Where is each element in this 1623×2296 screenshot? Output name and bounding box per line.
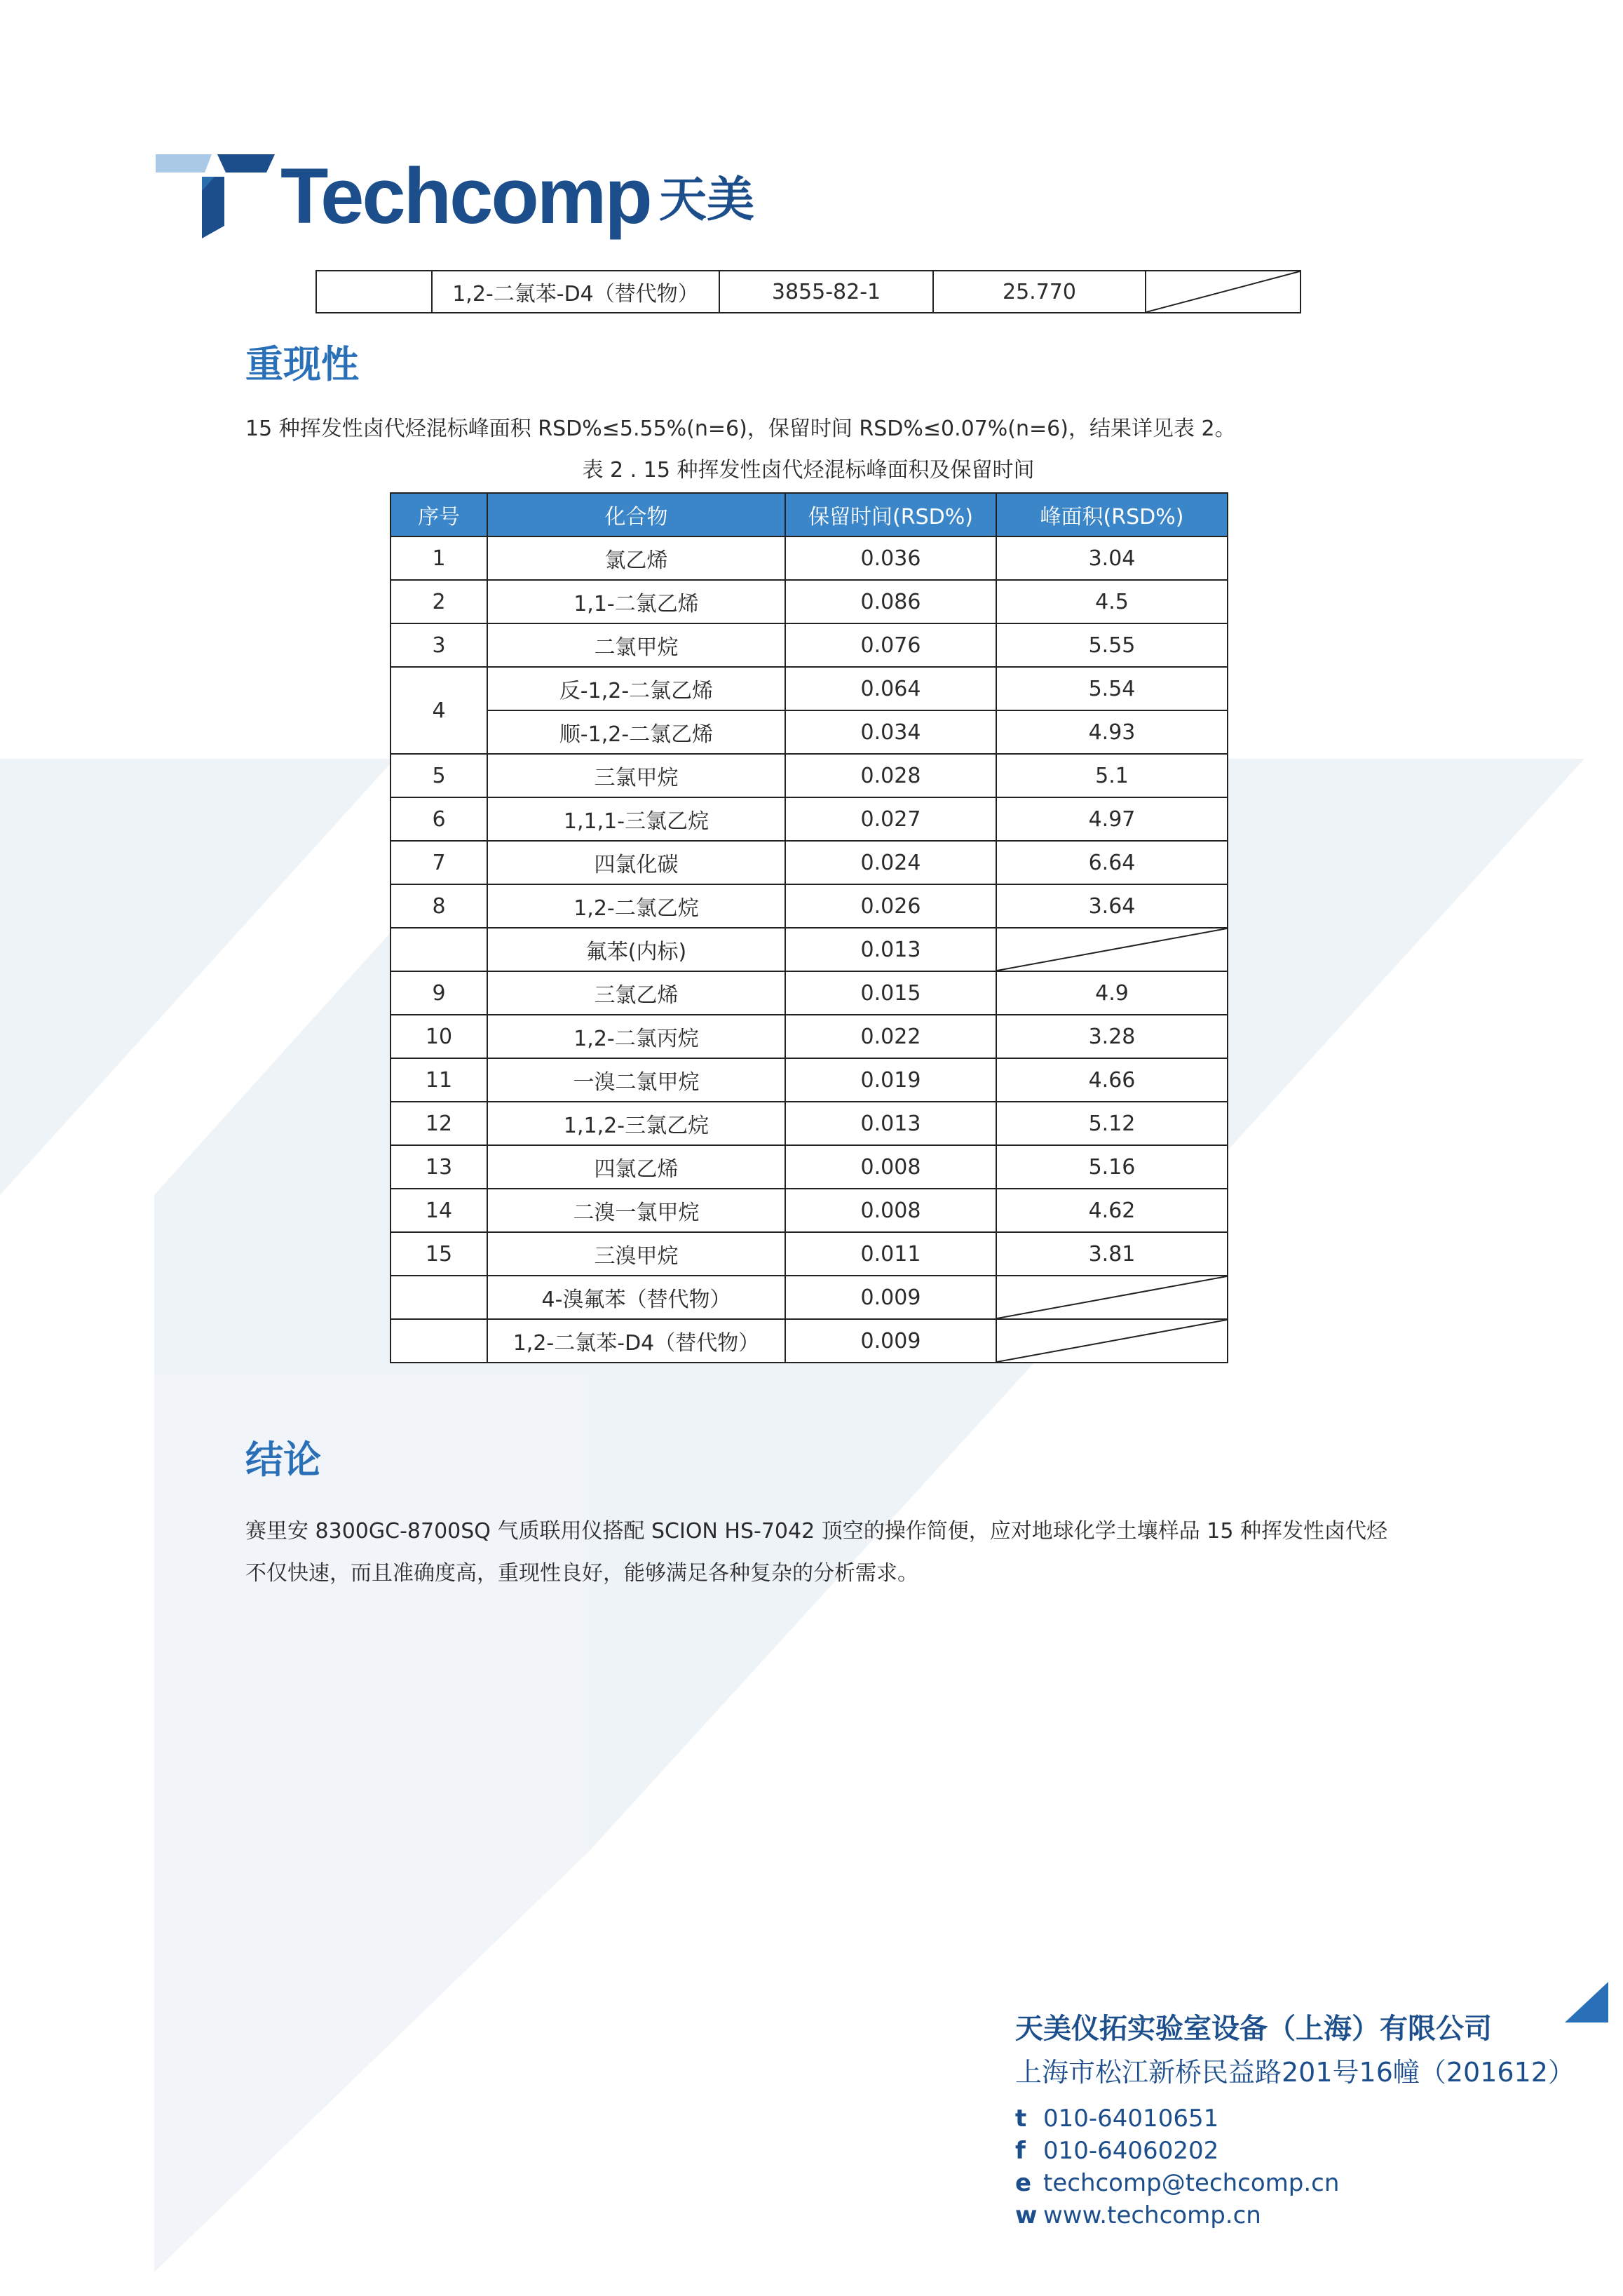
table-row — [391, 580, 1228, 623]
table-cell-empty — [1146, 271, 1301, 313]
table-row — [391, 1189, 1228, 1232]
logo-chinese-text: 天美 — [659, 173, 755, 228]
cell-compound: 三氯甲烷 — [487, 754, 785, 797]
cell-no — [391, 928, 487, 971]
cell-compound: 4-溴氟苯（替代物） — [487, 1276, 785, 1319]
cell-area: 5.55 — [996, 623, 1228, 667]
cell-area: 4.66 — [996, 1058, 1228, 1102]
table2 — [390, 492, 1228, 1363]
conclusion-line-2: 不仅快速，而且准确度高，重现性良好，能够满足各种复杂的分析需求。 — [245, 1561, 918, 1586]
table-row — [391, 667, 1228, 710]
cell-no: 15 — [391, 1232, 487, 1276]
cell-area: 5.54 — [996, 667, 1228, 710]
cell-area: 3.04 — [996, 536, 1228, 580]
cell-compound: 1,1-二氯乙烯 — [487, 580, 785, 623]
cell-compound: 氯乙烯 — [487, 536, 785, 580]
cell-rt: 0.009 — [785, 1319, 996, 1363]
section-heading-conclusion: 结论 — [245, 1438, 321, 1482]
footer-company: 天美仪拓实验室设备（上海）有限公司 — [1015, 2013, 1492, 2045]
table-row — [391, 1145, 1228, 1189]
logo-stem-icon — [156, 149, 275, 247]
footer-address: 上海市松江新桥民益路201号16幢（201612） — [1015, 2057, 1575, 2088]
cell-compound: 一溴二氯甲烷 — [487, 1058, 785, 1102]
cell-rt: 0.022 — [785, 1015, 996, 1058]
section-heading-reproducibility: 重现性 — [245, 342, 359, 386]
cell-rt: 0.086 — [785, 580, 996, 623]
cell-rt: 0.028 — [785, 754, 996, 797]
cell-no: 12 — [391, 1102, 487, 1145]
cell-area: 4.5 — [996, 580, 1228, 623]
cell-no: 4 — [391, 667, 487, 754]
cell-no: 5 — [391, 754, 487, 797]
cell-compound: 1,2-二氯苯-D4（替代物） — [487, 1319, 785, 1363]
cell-compound: 1,1,2-三氯乙烷 — [487, 1102, 785, 1145]
cell-no: 3 — [391, 623, 487, 667]
cell-rt: 0.036 — [785, 536, 996, 580]
table-row — [391, 754, 1228, 797]
table-row — [391, 623, 1228, 667]
cell-compound: 氟苯(内标) — [487, 928, 785, 971]
cell-compound: 1,2-二氯丙烷 — [487, 1015, 785, 1058]
cell-no: 9 — [391, 971, 487, 1015]
cell-compound: 二氯甲烷 — [487, 623, 785, 667]
column-header-compound: 化合物 — [487, 493, 785, 536]
cell-no — [391, 1319, 487, 1363]
footer-contact — [1015, 2008, 1575, 2231]
diagonal-line-icon — [997, 928, 1227, 971]
cell-area: 4.93 — [996, 710, 1228, 754]
cell-no — [391, 1276, 487, 1319]
footer-phone: t 010-64010651 — [1015, 2105, 1219, 2133]
cell-compound: 顺-1,2-二氯乙烯 — [487, 710, 785, 754]
cell-no: 6 — [391, 797, 487, 841]
cell-area-empty — [996, 1276, 1228, 1319]
table-cell — [316, 271, 432, 313]
table-row — [391, 797, 1228, 841]
table-row — [391, 1102, 1228, 1145]
table-cell: 25.770 — [933, 271, 1146, 313]
cell-area: 5.1 — [996, 754, 1228, 797]
cell-rt: 0.019 — [785, 1058, 996, 1102]
table1-continuation — [315, 270, 1301, 313]
cell-area: 5.12 — [996, 1102, 1228, 1145]
cell-compound: 反-1,2-二氯乙烯 — [487, 667, 785, 710]
table-row — [391, 884, 1228, 928]
cell-compound: 三溴甲烷 — [487, 1232, 785, 1276]
diagonal-line-icon — [997, 1276, 1227, 1318]
cell-area: 5.16 — [996, 1145, 1228, 1189]
table-row — [391, 1015, 1228, 1058]
cell-no: 14 — [391, 1189, 487, 1232]
cell-no: 8 — [391, 884, 487, 928]
table-row — [316, 271, 1301, 313]
table-cell: 1,2-二氯苯-D4（替代物） — [432, 271, 719, 313]
table-cell: 3855-82-1 — [719, 271, 933, 313]
cell-area: 3.28 — [996, 1015, 1228, 1058]
table-row — [391, 971, 1228, 1015]
cell-compound: 四氯乙烯 — [487, 1145, 785, 1189]
cell-rt: 0.008 — [785, 1189, 996, 1232]
table-row — [391, 1058, 1228, 1102]
cell-rt: 0.013 — [785, 928, 996, 971]
logo-text: Techcomp — [280, 152, 651, 240]
cell-rt: 0.076 — [785, 623, 996, 667]
cell-area-empty — [996, 928, 1228, 971]
cell-no: 11 — [391, 1058, 487, 1102]
table-row — [391, 1319, 1228, 1363]
cell-compound: 三氯乙烯 — [487, 971, 785, 1015]
column-header-retention-time: 保留时间(RSD%) — [785, 493, 996, 536]
cell-area-empty — [996, 1319, 1228, 1363]
cell-rt: 0.008 — [785, 1145, 996, 1189]
table-row — [391, 1276, 1228, 1319]
reproducibility-paragraph: 15 种挥发性卤代烃混标峰面积 RSD%≤5.55%(n=6)，保留时间 RSD%≤0.07%(n=6)，结果详见表 2。 — [245, 417, 1236, 441]
cell-no: 1 — [391, 536, 487, 580]
cell-rt: 0.009 — [785, 1276, 996, 1319]
cell-area: 4.97 — [996, 797, 1228, 841]
column-header-peak-area: 峰面积(RSD%) — [996, 493, 1228, 536]
footer-fax: f 010-64060202 — [1015, 2137, 1219, 2165]
cell-rt: 0.034 — [785, 710, 996, 754]
column-header-no: 序号 — [391, 493, 487, 536]
footer-contacts — [1015, 2102, 1575, 2231]
cell-compound: 二溴一氯甲烷 — [487, 1189, 785, 1232]
cell-rt: 0.024 — [785, 841, 996, 884]
table-row — [391, 841, 1228, 884]
cell-area: 4.9 — [996, 971, 1228, 1015]
cell-area: 6.64 — [996, 841, 1228, 884]
cell-area: 3.64 — [996, 884, 1228, 928]
cell-no: 2 — [391, 580, 487, 623]
diagonal-line-icon — [1146, 271, 1300, 312]
table-row — [391, 536, 1228, 580]
cell-rt: 0.015 — [785, 971, 996, 1015]
cell-rt: 0.011 — [785, 1232, 996, 1276]
table2-caption: 表 2 . 15 种挥发性卤代烃混标峰面积及保留时间 — [582, 458, 1035, 482]
cell-no: 13 — [391, 1145, 487, 1189]
cell-compound: 1,2-二氯乙烷 — [487, 884, 785, 928]
cell-no: 7 — [391, 841, 487, 884]
cell-rt: 0.027 — [785, 797, 996, 841]
cell-area: 3.81 — [996, 1232, 1228, 1276]
footer-email[interactable]: e techcomp@techcomp.cn — [1015, 2169, 1340, 2197]
table-header-row — [391, 493, 1228, 536]
footer-website[interactable]: w www.techcomp.cn — [1015, 2201, 1261, 2229]
techcomp-logo — [156, 149, 787, 247]
cell-rt: 0.064 — [785, 667, 996, 710]
cell-area: 4.62 — [996, 1189, 1228, 1232]
table-row — [391, 1232, 1228, 1276]
cell-rt: 0.026 — [785, 884, 996, 928]
conclusion-line-1: 赛里安 8300GC-8700SQ 气质联用仪搭配 SCION HS-7042 顶空的操作简便，应对地球化学土壤样品 15 种挥发性卤代烃 — [245, 1519, 1387, 1544]
cell-compound: 四氯化碳 — [487, 841, 785, 884]
cell-no: 10 — [391, 1015, 487, 1058]
cell-compound: 1,1,1-三氯乙烷 — [487, 797, 785, 841]
table-row — [391, 710, 1228, 754]
cell-rt: 0.013 — [785, 1102, 996, 1145]
diagonal-line-icon — [997, 1320, 1227, 1362]
table-row — [391, 928, 1228, 971]
